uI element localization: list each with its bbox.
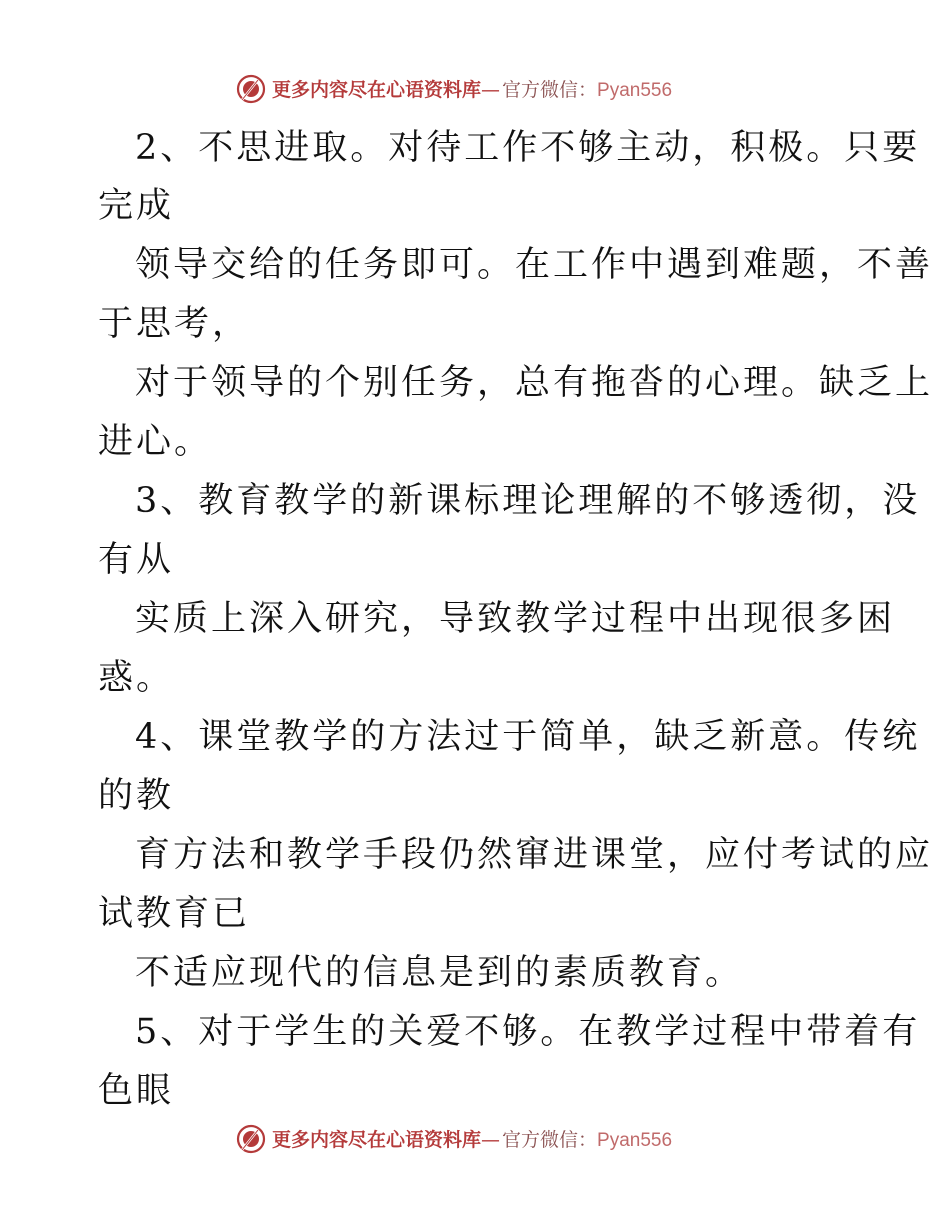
- banner-wechat-label: 官方微信：: [502, 1129, 598, 1151]
- text-line: 的教: [98, 776, 175, 816]
- text-line: 不适应现代的信息是到的素质教育。: [135, 953, 744, 993]
- header-banner: [0, 70, 950, 110]
- text-line: 试教育已: [98, 894, 251, 934]
- text-line: 5、对于学生的关爱不够。在教学过程中带着有: [135, 1012, 921, 1052]
- banner-main-text: 更多内容尽在心语资料库: [272, 79, 482, 101]
- text-line: 惑。: [98, 658, 175, 698]
- text-line: 进心。: [98, 422, 213, 462]
- text-line: 实质上深入研究，导致教学过程中出现很多困: [135, 599, 896, 639]
- footer-banner: [0, 1120, 950, 1160]
- banner-text: [272, 1129, 672, 1152]
- text-line: 4、课堂教学的方法过于简单，缺乏新意。传统: [135, 717, 921, 757]
- text-line: 完成: [98, 186, 175, 226]
- banner-dash: —: [481, 1129, 501, 1151]
- pen-emblem-icon: [236, 1124, 266, 1154]
- text-line: 2、不思进取。对待工作不够主动，积极。只要: [135, 128, 921, 168]
- text-line: 色眼: [98, 1071, 175, 1111]
- banner-main-text: 更多内容尽在心语资料库: [272, 1129, 482, 1151]
- text-line: 育方法和教学手段仍然窜进课堂，应付考试的应: [135, 835, 934, 875]
- banner-wechat-id: Pyan556: [597, 80, 673, 101]
- text-line: 于思考，: [98, 304, 251, 344]
- text-line: 领导交给的任务即可。在工作中遇到难题，不善: [135, 245, 934, 285]
- text-line: 有从: [98, 540, 175, 580]
- pen-emblem-icon: [236, 74, 266, 104]
- banner-wechat-id: Pyan556: [597, 1130, 673, 1151]
- banner-dash: —: [481, 79, 501, 101]
- banner-text: [272, 79, 672, 102]
- text-line: 3、教育教学的新课标理论理解的不够透彻，没: [135, 481, 921, 521]
- text-line: 对于领导的个别任务，总有拖沓的心理。缺乏上: [135, 363, 934, 403]
- banner-wechat-label: 官方微信：: [502, 79, 598, 101]
